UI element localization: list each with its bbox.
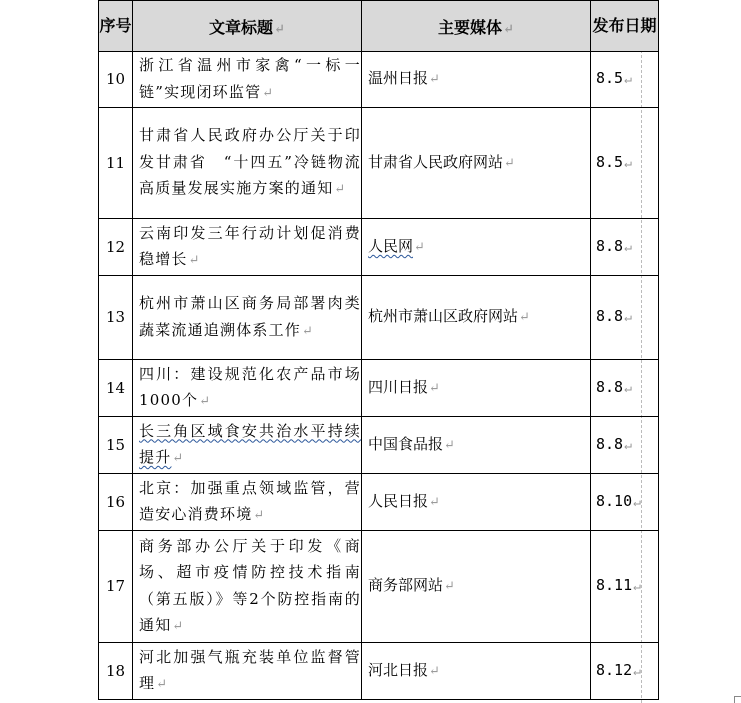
header-no: 序号 [99,1,133,52]
cell-title[interactable]: 长三角区域食安共治水平持续提升↵ [133,417,362,474]
cell-media[interactable]: 人民日报↵ [362,474,591,531]
cell-date[interactable]: 8.8↵ [591,276,659,360]
cell-media[interactable]: 人民网↵ [362,219,591,276]
cell-no: 15 [99,417,133,474]
table-row [99,276,659,360]
cell-no: 12 [99,219,133,276]
header-row [99,1,659,52]
cell-no: 14 [99,360,133,417]
cell-no: 18 [99,643,133,700]
cell-date[interactable]: 8.5↵ [591,108,659,219]
cell-title[interactable]: 浙江省温州市家禽“一标一链”实现闭环监管↵ [133,52,362,108]
table-row [99,531,659,643]
cell-no: 16 [99,474,133,531]
cell-media[interactable]: 四川日报↵ [362,360,591,417]
cell-date[interactable]: 8.5↵ [591,52,659,108]
table-row [99,360,659,417]
cell-no: 11 [99,108,133,219]
header-media: 主要媒体↵ [362,1,591,52]
cell-no: 10 [99,52,133,108]
page-corner-mark [734,696,741,703]
cell-title[interactable]: 甘肃省人民政府办公厅关于印发甘肃省 “十四五”冷链物流高质量发展实施方案的通知↵ [133,108,362,219]
cell-title[interactable]: 河北加强气瓶充装单位监督管理↵ [133,643,362,700]
table-row [99,643,659,700]
cell-media[interactable]: 商务部网站↵ [362,531,591,643]
cell-date[interactable]: 8.10↵ [591,474,659,531]
cell-no: 17 [99,531,133,643]
cell-title[interactable]: 商务部办公厅关于印发《商场、超市疫情防控技术指南（第五版）》等2个防控指南的通知↵ [133,531,362,643]
cell-date[interactable]: 8.8↵ [591,360,659,417]
table-row [99,108,659,219]
article-table [98,0,659,700]
header-date: 发布日期 [591,1,659,52]
cell-media[interactable]: 河北日报↵ [362,643,591,700]
cell-date[interactable]: 8.8↵ [591,219,659,276]
cell-media[interactable]: 中国食品报↵ [362,417,591,474]
cell-media[interactable]: 甘肃省人民政府网站↵ [362,108,591,219]
cell-date[interactable]: 8.12↵ [591,643,659,700]
cell-title[interactable]: 四川：建设规范化农产品市场1000个↵ [133,360,362,417]
cell-title[interactable]: 云南印发三年行动计划促消费稳增长↵ [133,219,362,276]
cell-title[interactable]: 北京：加强重点领域监管，营造安心消费环境↵ [133,474,362,531]
cell-title[interactable]: 杭州市萧山区商务局部署肉类蔬菜流通追溯体系工作↵ [133,276,362,360]
cell-media[interactable]: 温州日报↵ [362,52,591,108]
header-title: 文章标题↵ [133,1,362,52]
table-row [99,474,659,531]
cell-date[interactable]: 8.11↵ [591,531,659,643]
cell-date[interactable]: 8.8↵ [591,417,659,474]
table-row [99,219,659,276]
table-row [99,417,659,474]
cell-media[interactable]: 杭州市萧山区政府网站↵ [362,276,591,360]
cell-no: 13 [99,276,133,360]
table-row [99,52,659,108]
